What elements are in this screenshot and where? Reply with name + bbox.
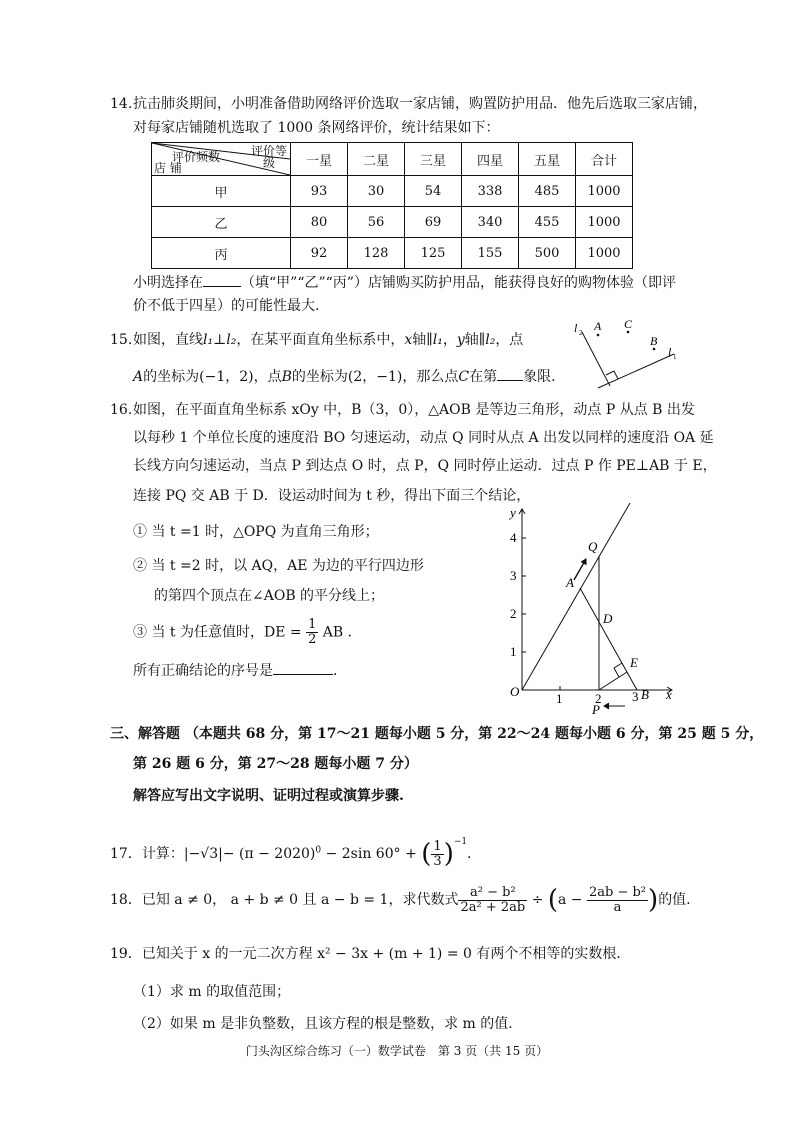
label-a: A xyxy=(594,319,602,333)
q16-ask-text: 所有正确结论的序号是 xyxy=(133,663,273,679)
q16-c3-tail: AB ． xyxy=(322,624,362,641)
point-a xyxy=(597,334,600,337)
q15-number: 15. xyxy=(110,332,133,348)
fraction-num: a² − b² xyxy=(458,886,527,901)
q17-text: 计算： xyxy=(141,846,184,862)
value-cell: 155 xyxy=(462,238,519,269)
line-l2 xyxy=(582,332,610,386)
value-cell: 56 xyxy=(348,207,405,238)
q17-sin-term: − 2sin 60° + xyxy=(321,846,417,862)
section3-title: 三、解答题 （本题共 68 分，第 17～21 题每小题 5 分，第 22～24 题每小题 6 分，第 25 题 5 分， xyxy=(110,726,764,742)
fraction-den: 3 xyxy=(433,853,442,869)
fraction-den: a xyxy=(613,899,622,915)
value-cell: 340 xyxy=(462,207,519,238)
q16-answer-blank[interactable] xyxy=(273,660,333,675)
q18-inner: a − xyxy=(558,892,583,908)
q17-pi-term: − (π − 2020) xyxy=(222,846,316,862)
label-l1: l xyxy=(668,345,672,359)
q15-text: 的坐标为(−1，2)，点 xyxy=(143,369,282,385)
right-angle-mark xyxy=(606,371,618,379)
point-c xyxy=(627,331,630,334)
header-cell: 合计 xyxy=(576,143,633,176)
value-cell: 30 xyxy=(348,176,405,207)
label-p: P xyxy=(592,702,600,717)
review-table xyxy=(151,142,633,269)
q18-paren-close: ) xyxy=(648,885,659,915)
q14-after-b: （填“甲”“乙”“丙”）店铺购买防护用品，能获得良好的购物体验（即评 xyxy=(241,275,676,291)
tick-label-y3: 3 xyxy=(510,568,517,583)
value-cell: 80 xyxy=(291,207,348,238)
q16-c3-text: ③ 当 t 为任意值时，DE = xyxy=(133,624,302,641)
q17-end: ． xyxy=(467,846,482,862)
q16-number: 16. xyxy=(110,402,133,418)
value-cell: 485 xyxy=(519,176,576,207)
q17 xyxy=(110,822,481,874)
q15-text: 轴∥ xyxy=(464,332,486,348)
label-c: C xyxy=(624,318,633,331)
fraction-den: 2a² + 2ab xyxy=(460,899,526,915)
q17-fraction xyxy=(431,840,443,869)
value-cell: 69 xyxy=(405,207,462,238)
q18-fraction-2 xyxy=(587,886,648,915)
q15-text: ，在某平面直角坐标系中， xyxy=(236,332,405,348)
q17-exp0: 0 xyxy=(315,845,322,856)
table-header-row xyxy=(152,143,633,176)
q14-answer-blank[interactable] xyxy=(203,272,241,287)
label-a: A xyxy=(566,575,574,590)
tick-label-x1: 1 xyxy=(556,691,563,706)
q15-line1 xyxy=(133,330,523,350)
q15-sym: l₂ xyxy=(226,332,237,348)
q18 xyxy=(110,880,691,920)
q15-line2 xyxy=(133,366,556,387)
fraction-num: 1 xyxy=(308,617,317,632)
label-x: x xyxy=(666,687,672,702)
line-oq xyxy=(522,503,630,690)
q18-fraction-1 xyxy=(458,886,527,915)
label-b: B xyxy=(650,334,658,348)
q15-answer-blank[interactable] xyxy=(497,366,523,381)
label-q: Q xyxy=(588,539,598,554)
line-l1 xyxy=(598,354,674,388)
q15-sym: y xyxy=(456,332,465,348)
value-cell: 1000 xyxy=(576,176,633,207)
q14-number: 14. xyxy=(110,96,133,112)
q16-line2: 以每秒 1 个单位长度的速度沿 BO 匀速运动，动点 Q 同时从点 A 出发以同样的速度沿 OA 延 xyxy=(133,430,714,446)
shop-cell: 乙 xyxy=(152,207,291,238)
table-row xyxy=(152,207,633,238)
q17-abs-term: |−√3| xyxy=(183,846,223,862)
value-cell: 54 xyxy=(405,176,462,207)
value-cell: 338 xyxy=(462,176,519,207)
q15-text: 象限. xyxy=(523,369,556,385)
line-pe xyxy=(599,672,627,690)
value-cell: 92 xyxy=(291,238,348,269)
q15-sym: l₁ xyxy=(203,332,214,348)
q16-conclusion-2b: 的第四个顶点在∠AOB 的平分线上； xyxy=(154,588,385,604)
q18-divide: ÷ xyxy=(531,892,544,908)
q15-sym: l₁ xyxy=(432,332,443,348)
label-l2-sub: 2 xyxy=(579,329,583,337)
q17-paren-open: ( xyxy=(421,839,432,869)
q15-sym: B xyxy=(281,369,292,385)
q19-part1: （1）求 m 的取值范围； xyxy=(133,984,291,1000)
motion-arrowhead-p xyxy=(604,703,609,709)
fraction-den: 2 xyxy=(308,632,317,647)
header-cell: 五星 xyxy=(519,143,576,176)
line-ab xyxy=(580,588,637,690)
q17-exp-neg1: −1 xyxy=(453,837,468,847)
label-b: B xyxy=(641,687,649,702)
table-row xyxy=(152,176,633,207)
q16-line4: 连接 PQ 交 AB 于 D．设运动时间为 t 秒，得出下面三个结论， xyxy=(133,488,531,504)
corner-bottom-label: 店 铺 xyxy=(154,161,182,175)
section3-note: 解答应写出文字说明、证明过程或演算步骤. xyxy=(133,788,404,804)
fraction-half xyxy=(306,618,318,647)
q15-figure xyxy=(570,318,690,390)
section3-title2: 第 26 题 6 分，第 27～28 题每小题 7 分） xyxy=(133,756,418,772)
q19-number: 19． xyxy=(110,946,142,962)
q15-text: ， xyxy=(442,332,457,348)
header-cell: 一星 xyxy=(291,143,348,176)
header-cell: 二星 xyxy=(348,143,405,176)
page-footer: 门头沟区综合练习（一）数学试卷 第 3 页（共 15 页） xyxy=(245,1044,549,1058)
corner-top-label: 评价等级 xyxy=(250,144,287,170)
q18-text: 已知 a ≠ 0， a + b ≠ 0 且 a − b = 1，求代数式 xyxy=(141,892,459,908)
label-l1-sub: 1 xyxy=(673,353,677,361)
q18-number: 18． xyxy=(110,892,142,908)
q15-sym: C xyxy=(458,369,470,385)
q15-text: 如图，直线 xyxy=(133,332,203,348)
header-cell: 三星 xyxy=(405,143,462,176)
corner-mid-label: 评价频数 xyxy=(172,150,221,164)
tick-label-y4: 4 xyxy=(510,530,517,545)
tick-label-x3: 3 xyxy=(632,689,639,704)
q14-answer-line xyxy=(133,272,676,293)
q15-text: 的坐标为(2，−1)，那么点 xyxy=(291,369,459,385)
right-angle-e xyxy=(614,663,622,677)
q15-text: ，点 xyxy=(495,332,524,348)
q16-line3: 长线方向匀速运动，当点 P 到达点 O 时，点 P，Q 同时停止运动．过点 P 作 PE⊥AB 于 E， xyxy=(133,458,717,474)
value-cell: 455 xyxy=(519,207,576,238)
tick-label-y1: 1 xyxy=(510,644,517,659)
q18-paren-open: ( xyxy=(547,885,558,915)
q19-line xyxy=(110,944,630,964)
q14-after-a: 小明选择在 xyxy=(133,275,203,291)
q17-number: 17． xyxy=(110,846,142,862)
value-cell: 128 xyxy=(348,238,405,269)
q16-ask-end: ． xyxy=(333,663,347,679)
q19-text: 已知关于 x 的一元二次方程 x² − 3x + (m + 1) = 0 有两个不相等的实数根． xyxy=(141,946,631,962)
shop-cell: 甲 xyxy=(152,176,291,207)
value-cell: 93 xyxy=(291,176,348,207)
value-cell: 500 xyxy=(519,238,576,269)
tick-label-x2: 2 xyxy=(595,691,602,706)
q16-figure xyxy=(500,495,690,720)
q15-sym: A xyxy=(133,369,144,385)
shop-cell: 丙 xyxy=(152,238,291,269)
tick-label-y2: 2 xyxy=(510,606,517,621)
q15-sym: ⊥ xyxy=(213,332,227,348)
label-l2: l xyxy=(574,321,578,335)
label-y: y xyxy=(510,505,516,520)
q18-end: 的值. xyxy=(658,892,691,908)
label-e: E xyxy=(630,655,638,670)
table-row xyxy=(152,238,633,269)
table-corner-cell xyxy=(152,143,291,176)
q15-text: 轴∥ xyxy=(412,332,433,348)
q15-sym: x xyxy=(404,332,413,348)
q14-after-c: 价不低于四星）的可能性最大. xyxy=(133,298,320,314)
point-b xyxy=(653,348,656,351)
fraction-num: 1 xyxy=(433,838,442,854)
value-cell: 1000 xyxy=(576,207,633,238)
label-d: D xyxy=(603,611,613,626)
q14-line1: 抗击肺炎期间，小明准备借助网络评价选取一家店铺，购置防护用品．他先后选取三家店铺， xyxy=(133,96,707,112)
q16-conclusion-1: ① 当 t =1 时，△OPQ 为直角三角形； xyxy=(133,524,379,540)
value-cell: 1000 xyxy=(576,238,633,269)
q14-line2: 对每家店铺随机选取了 1000 条网络评价，统计结果如下： xyxy=(133,120,500,136)
value-cell: 125 xyxy=(405,238,462,269)
q16-conclusion-3 xyxy=(133,618,362,647)
fraction-num: 2ab − b² xyxy=(588,884,647,900)
q16-conclusion-2: ② 当 t =2 时，以 AQ，AE 为边的平行四边形 xyxy=(133,558,424,574)
q19-part2: （2）如果 m 是非负整数，且该方程的根是整数，求 m 的值． xyxy=(133,1016,523,1032)
header-cell: 四星 xyxy=(462,143,519,176)
q17-paren-close: ) xyxy=(443,839,454,869)
q16-line1: 如图，在平面直角坐标系 xOy 中，B（3，0），△AOB 是等边三角形，动点 P 从点 B 出发 xyxy=(133,402,695,418)
q16-ask xyxy=(133,660,347,681)
q15-text: 在第 xyxy=(469,369,498,385)
label-o: O xyxy=(510,684,520,699)
q15-sym: l₂ xyxy=(485,332,496,348)
